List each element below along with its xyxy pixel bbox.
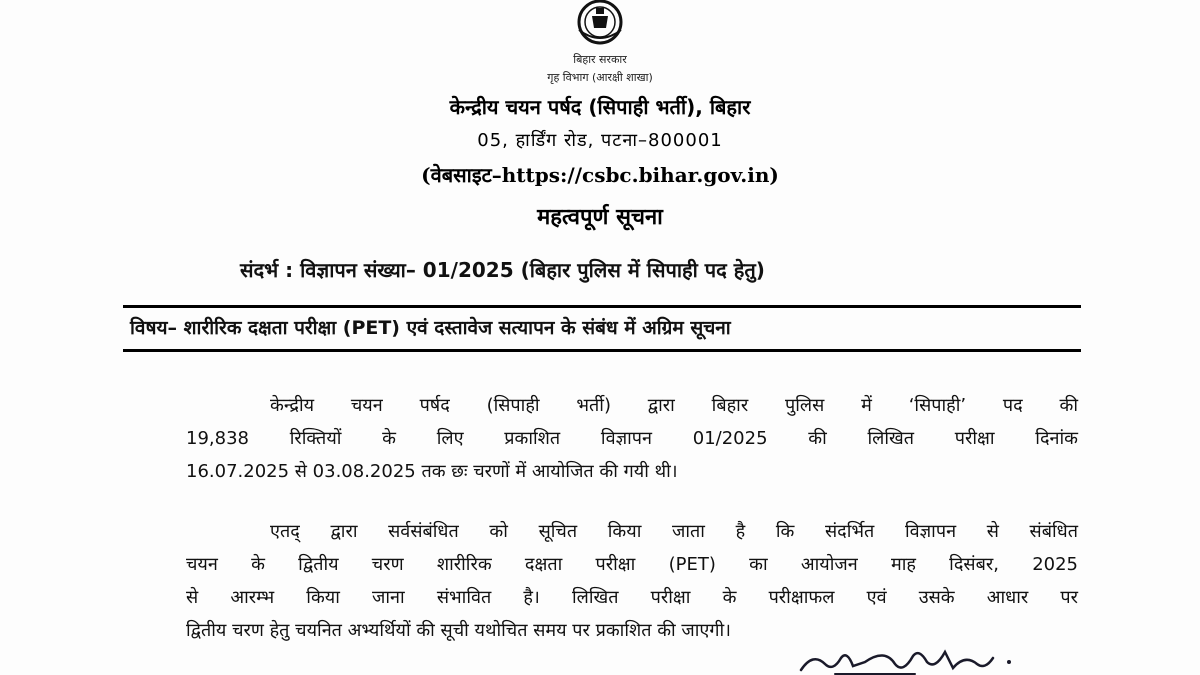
notice-title: महत्वपूर्ण सूचना (537, 205, 663, 230)
reference-line: संदर्भ : विज्ञापन संख्या– 01/2025 (बिहार पुलिस में सिपाही पद हेतु) (240, 258, 765, 282)
paragraph-2 (186, 515, 1078, 647)
paragraph-line: चयन के द्वितीय चरण शारीरिक दक्षता परीक्षा (PET) का आयोजन माह दिसंबर, 2025 (186, 554, 1078, 575)
subject-line: विषय– शारीरिक दक्षता परीक्षा (PET) एवं दस्तावेज सत्यापन के संबंध में अग्रिम सूचना (130, 317, 731, 339)
board-website: (वेबसाइट–https://csbc.bihar.gov.in) (421, 163, 779, 187)
subject-top-rule (123, 305, 1081, 308)
paragraph-line: 19,838 रिक्तियों के लिए प्रकाशित विज्ञापन 01/2025 की लिखित परीक्षा दिनांक (186, 428, 1078, 449)
board-address: 05, हार्डिंग रोड, पटना–800001 (477, 130, 723, 151)
board-name: केन्द्रीय चयन पर्षद (सिपाही भर्ती), बिहार (449, 95, 751, 119)
paragraph-line: से आरम्भ किया जाना संभावित है। लिखित परीक्षा के परीक्षाफल एवं उसके आधार पर (186, 587, 1078, 608)
state-government: बिहार सरकार (573, 53, 627, 66)
department-name: गृह विभाग (आरक्षी शाखा) (547, 71, 653, 84)
handwritten-signature (795, 640, 1055, 675)
subject-bottom-rule (123, 349, 1081, 352)
paragraph-line: द्वितीय चरण हेतु चयनित अभ्यर्थियों की सूची यथोचित समय पर प्रकाशित की जाएगी। (186, 620, 732, 641)
government-emblem (565, 0, 635, 50)
paragraph-line: केन्द्रीय चयन पर्षद (सिपाही भर्ती) द्वारा बिहार पुलिस में ‘सिपाही’ पद की (270, 395, 1078, 416)
paragraph-line: 16.07.2025 से 03.08.2025 तक छः चरणों में आयोजित की गयी थी। (186, 461, 678, 482)
paragraph-1 (186, 389, 1078, 488)
paragraph-line: एतद् द्वारा सर्वसंबंधित को सूचित किया जाता है कि संदर्भित विज्ञापन से संबंधित (270, 521, 1078, 542)
